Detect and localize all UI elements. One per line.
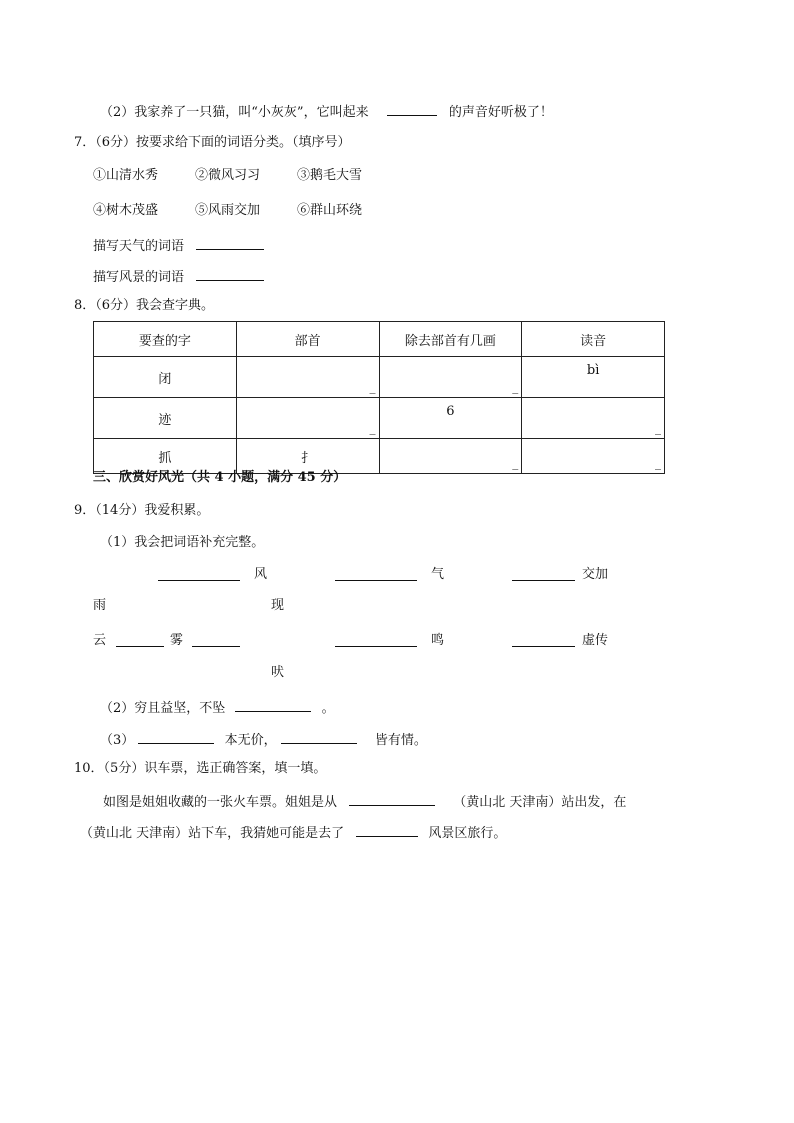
q10-line2-suffix: 风景区旅行。 xyxy=(428,826,507,841)
header-cell: 要查的字 xyxy=(94,322,237,357)
answer-blank[interactable] xyxy=(281,729,357,744)
answer-blank[interactable] xyxy=(196,235,264,250)
word-fei: 吠 xyxy=(271,665,285,680)
q10-line1 xyxy=(103,791,626,812)
word-xian: 现 xyxy=(271,598,285,613)
q10-line2-prefix: （黄山北 天津南）站下车，我猜她可能是去了 xyxy=(80,826,345,841)
table-cell: 闭 xyxy=(94,357,237,398)
q9-sub3-prefix: （3） xyxy=(100,733,135,748)
q7-scenery-line xyxy=(93,266,264,287)
header-cell: 读音 xyxy=(522,322,665,357)
table-cell: 扌 xyxy=(236,439,379,474)
answer-blank[interactable] xyxy=(335,632,417,647)
table-row xyxy=(94,357,665,398)
header-cell: 除去部首有几画 xyxy=(379,322,522,357)
word-yu: 雨 xyxy=(93,598,107,613)
word-wu: 雾 xyxy=(170,633,184,648)
q7-option-1: ①山清水秀 xyxy=(93,168,159,183)
underscore-mark: _ xyxy=(655,421,661,435)
q7-weather-label: 描写天气的词语 xyxy=(93,239,185,254)
answer-blank[interactable] xyxy=(196,266,264,281)
table-row xyxy=(94,398,665,439)
answer-cell[interactable] xyxy=(379,357,522,398)
table-cell: bì xyxy=(522,357,665,398)
answer-blank[interactable] xyxy=(235,697,311,712)
q7-option-4: ④树木茂盛 xyxy=(93,203,159,218)
section-heading: 三、欣赏好风光（共 4 小题，满分 45 分） xyxy=(93,470,347,485)
q9-sub3-mid: 本无价， xyxy=(224,733,277,748)
q7-option-3: ③鹅毛大雪 xyxy=(297,168,363,183)
q7-weather-line xyxy=(93,235,264,256)
q7-scenery-label: 描写风景的词语 xyxy=(93,270,185,285)
table-cell: 抓 xyxy=(94,439,237,474)
answer-cell[interactable] xyxy=(236,357,379,398)
q9-sub3-suffix: 皆有情。 xyxy=(374,733,427,748)
q9-title: 9．（14分）我爱积累。 xyxy=(74,503,210,518)
underscore-mark: _ xyxy=(369,380,376,394)
q7-title: 7．（6分）按要求给下面的词语分类。（填序号） xyxy=(74,135,351,150)
answer-cell[interactable] xyxy=(236,398,379,439)
underscore-mark: _ xyxy=(512,456,519,470)
word-ming: 鸣 xyxy=(431,633,445,648)
q8-title: 8．（6分）我会查字典。 xyxy=(74,298,215,313)
answer-blank[interactable] xyxy=(349,791,435,806)
answer-cell[interactable] xyxy=(522,439,665,474)
q6-2-line xyxy=(100,101,553,122)
answer-blank[interactable] xyxy=(116,632,164,647)
answer-blank[interactable] xyxy=(512,632,575,647)
table-cell: 6 xyxy=(379,398,522,439)
answer-blank[interactable] xyxy=(138,729,214,744)
header-cell: 部首 xyxy=(236,322,379,357)
q10-title: 10．（5分）识车票，选正确答案，填一填。 xyxy=(74,761,327,776)
q10-line2 xyxy=(80,822,506,843)
q7-option-2: ②微风习习 xyxy=(195,168,261,183)
table-header-row xyxy=(94,322,665,357)
answer-cell[interactable] xyxy=(379,439,522,474)
q9-sub1: （1）我会把词语补充完整。 xyxy=(100,535,265,550)
q7-option-6: ⑥群山环绕 xyxy=(297,203,363,218)
word-qi: 气 xyxy=(431,567,445,582)
word-xuchuan: 虚传 xyxy=(582,633,609,648)
word-feng: 风 xyxy=(254,567,268,582)
word-yun: 云 xyxy=(93,633,107,648)
table-cell: 迹 xyxy=(94,398,237,439)
q9-sub2-line xyxy=(100,697,335,718)
q10-line1-mid: （黄山北 天津南）站出发，在 xyxy=(453,795,627,810)
q9-sub3-line xyxy=(100,729,427,750)
answer-blank[interactable] xyxy=(335,566,417,581)
q10-line1-prefix: 如图是姐姐收藏的一张火车票。姐姐是从 xyxy=(103,795,338,810)
answer-blank[interactable] xyxy=(512,566,575,581)
underscore-mark: _ xyxy=(655,456,661,470)
dictionary-table xyxy=(93,321,665,474)
answer-blank[interactable] xyxy=(387,101,437,116)
answer-cell[interactable] xyxy=(522,398,665,439)
answer-blank[interactable] xyxy=(192,632,240,647)
underscore-mark: _ xyxy=(512,380,519,394)
q7-option-5: ⑤风雨交加 xyxy=(195,203,261,218)
q9-sub2-suffix: 。 xyxy=(321,701,335,716)
q6-2-suffix: 的声音好听极了！ xyxy=(448,105,553,120)
underscore-mark: _ xyxy=(369,421,376,435)
word-jiaojia: 交加 xyxy=(582,567,609,582)
answer-blank[interactable] xyxy=(356,822,418,837)
answer-blank[interactable] xyxy=(158,566,240,581)
q9-sub2-prefix: （2）穷且益坚，不坠 xyxy=(100,701,226,716)
q6-2-prefix: （2）我家养了一只猫，叫“小灰灰”，它叫起来 xyxy=(100,105,369,120)
